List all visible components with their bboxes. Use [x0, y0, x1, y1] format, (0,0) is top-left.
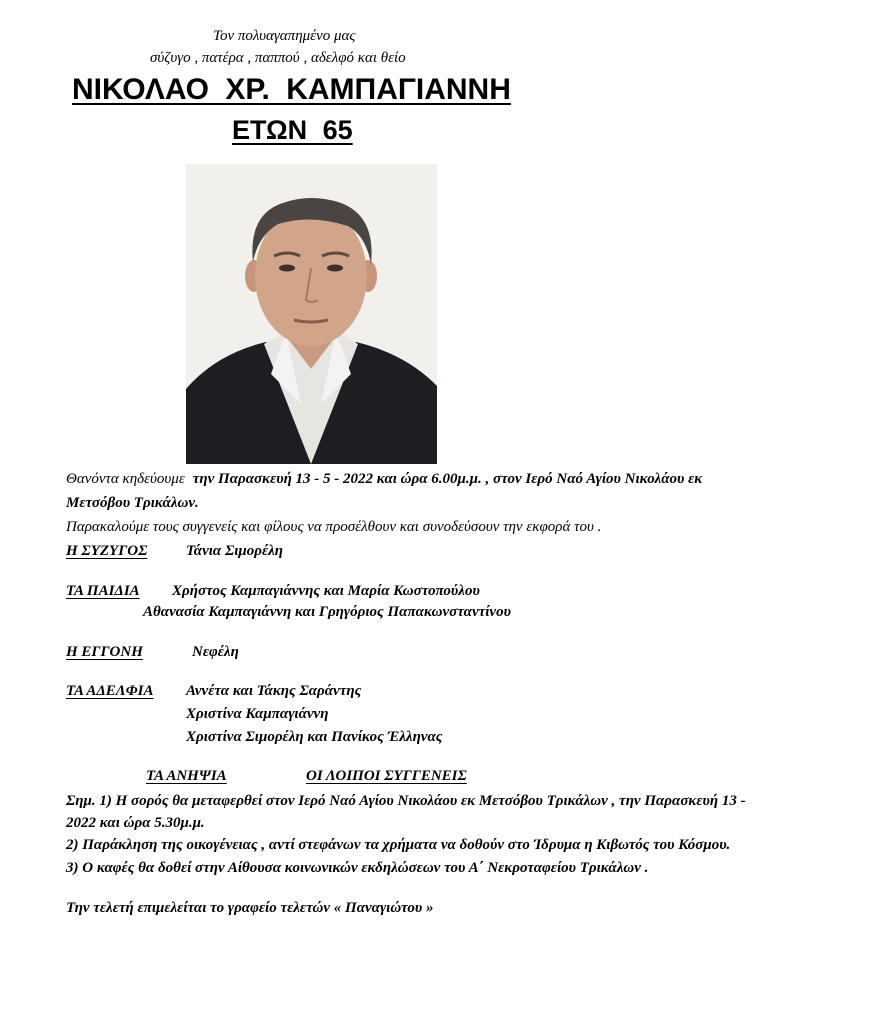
note-2: 2) Παράκληση της οικογένειας , αντί στεφάνων τα χρήματα να δοθούν στο Ίδρυμα η Κιβωτός του Κόσμου. [66, 837, 731, 853]
child-line-2: Αθανασία Καμπαγιάννη και Γρηγόριος Παπακωνσταντίνου [143, 604, 511, 620]
child-line-1: Χρήστος Καμπαγιάννης και Μαρία Κωστοπούλου [172, 583, 480, 599]
spouse-label: Η ΣΥΖΥΓΟΣ [66, 543, 148, 559]
funeral-home-note: Την τελετή επιμελείται το γραφείο τελετών « Παναγιώτου » [66, 900, 434, 916]
announcement-lead: Θανόντα κηδεύουμε [66, 471, 185, 487]
note-1-line-1: Σημ. 1) Η σορός θα μεταφερθεί στον Ιερό Ναό Αγίου Νικολάου εκ Μετσόβου Τρικάλων , την Παρασκευή 13 - [66, 793, 746, 809]
announcement-line-1 [66, 470, 702, 488]
children-label: ΤΑ ΠΑΙΔΙΑ [66, 583, 140, 599]
grandchild-label: Η ΕΓΓΟΝΗ [66, 644, 143, 660]
intro-line-2: σύζυγο , πατέρα , παππού , αδελφό και θείο [150, 50, 406, 66]
portrait-icon [186, 164, 437, 464]
note-1-line-2: 2022 και ώρα 5.30μ.μ. [66, 815, 205, 831]
portrait-photo [186, 164, 437, 464]
sibling-line-2: Χριστίνα Καμπαγιάννη [186, 706, 329, 722]
deceased-age: ΕΤΩΝ 65 [232, 115, 353, 145]
intro-line-1: Τον πολυαγαπημένο μας [213, 28, 356, 44]
announcement-details-2: Μετσόβου Τρικάλων. [66, 495, 199, 511]
spouse-name: Τάνια Σιμορέλη [186, 543, 284, 559]
note-3: 3) Ο καφές θα δοθεί στην Αίθουσα κοινωνικών εκδηλώσεων του Α΄ Νεκροταφείου Τρικάλων . [66, 860, 649, 876]
relatives-label: ΟΙ ΛΟΙΠΟΙ ΣΥΓΓΕΝΕΙΣ [306, 768, 467, 784]
announcement-invitation: Παρακαλούμε τους συγγενείς και φίλους να προσέλθουν και συνοδεύσουν την εκφορά του . [66, 519, 602, 535]
grandchild-name: Νεφέλη [192, 644, 239, 660]
announcement-details-1: την Παρασκευή 13 - 5 - 2022 και ώρα 6.00μ.μ. , στον Ιερό Ναό Αγίου Νικολάου εκ [192, 471, 703, 487]
sibling-line-1: Αννέτα και Τάκης Σαράντης [186, 683, 362, 699]
nephews-label: ΤΑ ΑΝΗΨΙΑ [146, 768, 227, 784]
deceased-name: ΝΙΚΟΛΑΟ ΧΡ. ΚΑΜΠΑΓΙΑΝΝΗ [72, 73, 511, 106]
sibling-line-3: Χριστίνα Σιμορέλη και Πανίκος Έλληνας [186, 729, 443, 745]
siblings-label: ΤΑ ΑΔΕΛΦΙΑ [66, 683, 154, 699]
